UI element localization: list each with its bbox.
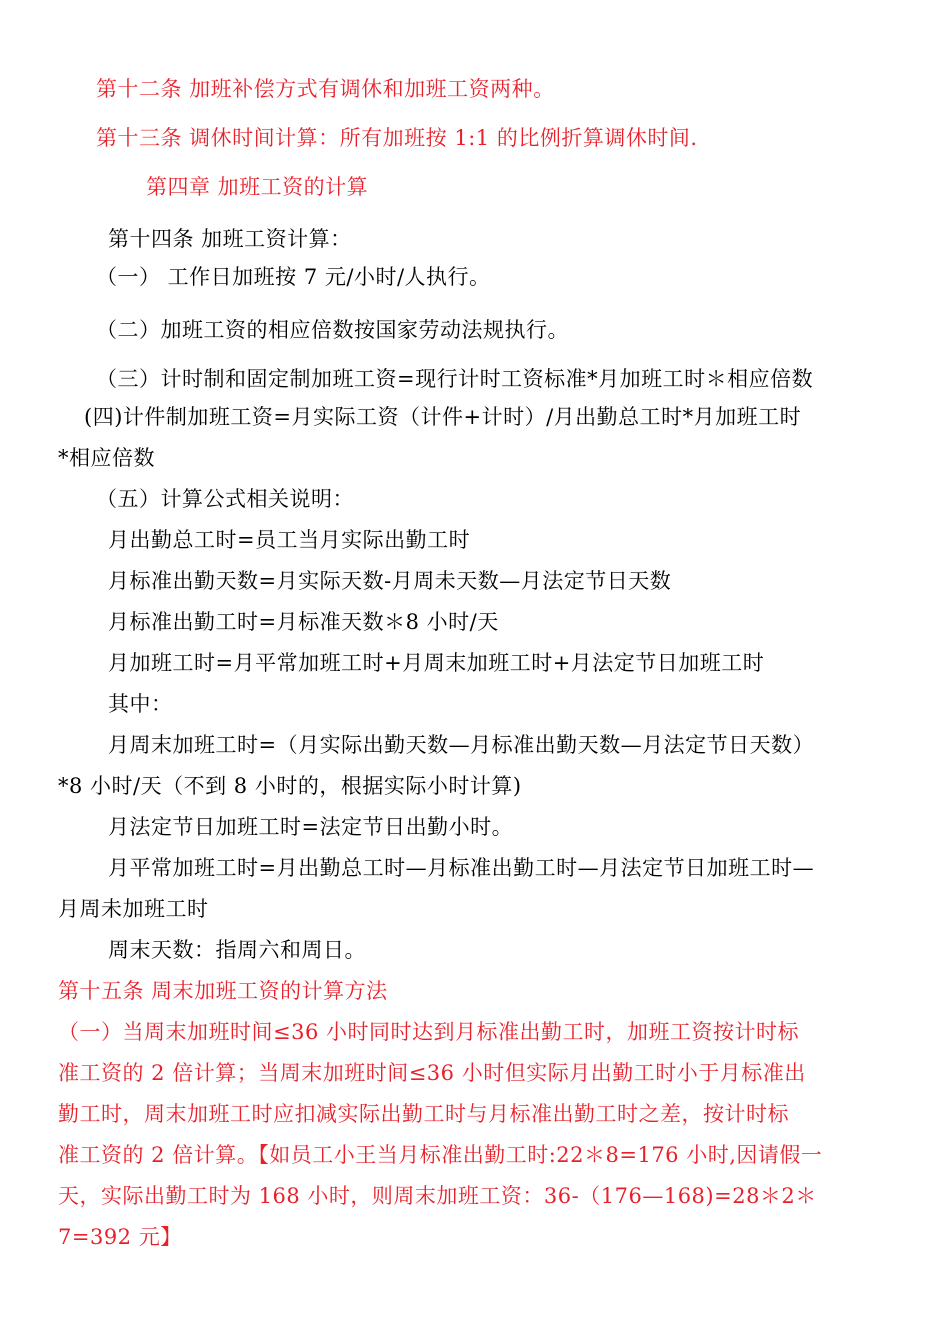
formula-8-line-1: 月平常加班工时=月出勤总工时—月标准出勤工时—月法定节日加班工时— <box>108 856 815 880</box>
article-14: 第十四条 加班工资计算： <box>108 227 352 251</box>
formula-5: 其中： <box>108 692 173 716</box>
item-4-line-2: *相应倍数 <box>58 446 155 470</box>
formula-8-line-2: 月周未加班工时 <box>58 897 209 921</box>
article-13: 第十三条 调休时间计算：所有加班按 1:1 的比例折算调休时间. <box>96 126 698 150</box>
formula-6-line-2: *8 小时/天（不到 8 小时的，根据实际小时计算) <box>58 774 522 798</box>
formula-1: 月出勤总工时=员工当月实际出勤工时 <box>108 528 471 552</box>
paragraph-line-6: 7=392 元】 <box>58 1225 182 1249</box>
formula-2: 月标准出勤天数=月实际天数-月周未天数—月法定节日天数 <box>108 569 672 593</box>
item-5: （五）计算公式相关说明： <box>96 487 354 511</box>
formula-6-line-1: 月周末加班工时=（月实际出勤天数—月标准出勤天数—月法定节日天数） <box>108 733 815 757</box>
paragraph-line-5: 天，实际出勤工时为 168 小时，则周末加班工资：36-（176—168)=28＊2＊ <box>58 1184 817 1208</box>
item-1: （一） 工作日加班按 7 元/小时/人执行。 <box>96 265 491 289</box>
article-15: 第十五条 周末加班工资的计算方法 <box>58 979 388 1003</box>
formula-4: 月加班工时=月平常加班工时+月周末加班工时+月法定节日加班工时 <box>108 651 765 675</box>
paragraph-line-1: （一）当周末加班时间≤36 小时同时达到月标准出勤工时，加班工资按计时标 <box>58 1020 799 1044</box>
formula-9: 周末天数：指周六和周日。 <box>108 938 366 962</box>
item-4-line-1: (四)计件制加班工资=月实际工资（计件+计时）/月出勤总工时*月加班工时 <box>84 405 802 429</box>
formula-3: 月标准出勤工时=月标准天数＊8 小时/天 <box>108 610 499 634</box>
item-3: （三）计时制和固定制加班工资=现行计时工资标准*月加班工时＊相应倍数 <box>96 367 814 391</box>
paragraph-line-2: 准工资的 2 倍计算；当周末加班时间≤36 小时但实际月出勤工时小于月标准出 <box>58 1061 806 1085</box>
paragraph-line-3: 勤工时，周末加班工时应扣减实际出勤工时与月标准出勤工时之差，按计时标 <box>58 1102 789 1126</box>
article-12: 第十二条 加班补偿方式有调休和加班工资两种。 <box>96 77 555 101</box>
paragraph-line-4: 准工资的 2 倍计算。【如员工小王当月标准出勤工时:22＊8=176 小时,因请假一 <box>58 1143 823 1167</box>
item-2: （二）加班工资的相应倍数按国家劳动法规执行。 <box>96 318 569 342</box>
chapter-4-title: 第四章 加班工资的计算 <box>146 175 369 199</box>
formula-7: 月法定节日加班工时=法定节日出勤小时。 <box>108 815 514 839</box>
